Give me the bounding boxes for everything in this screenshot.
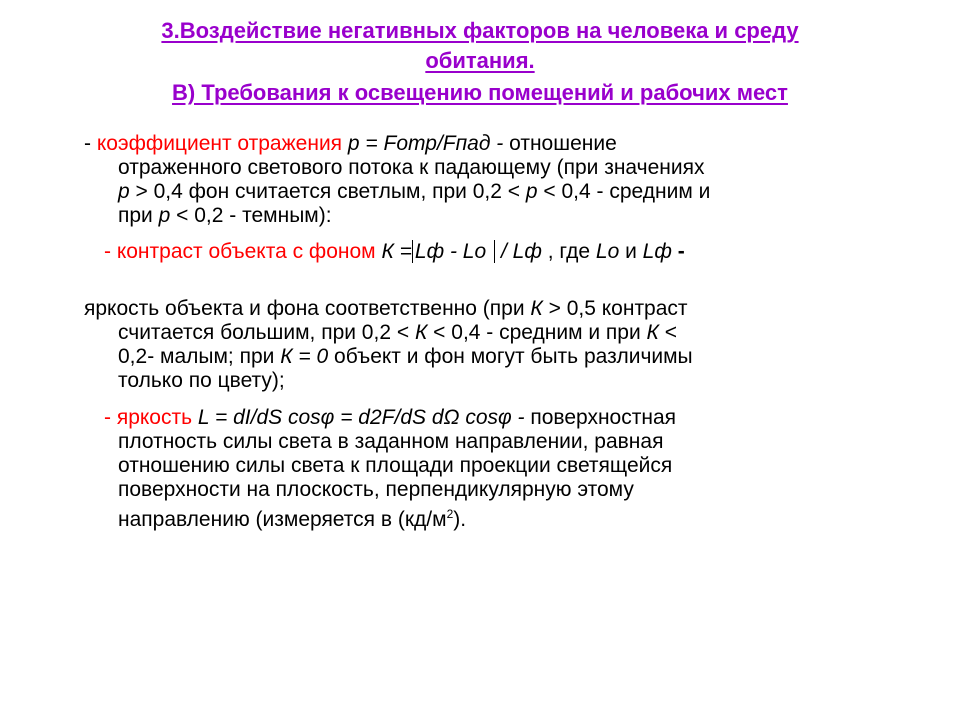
term-reflection: коэффициент отражения [96,132,343,155]
term-contrast: - контраст объекта с фоном [104,240,376,263]
paragraph-luminance: - яркость L = dI/dS cosφ = d2F/dS dΩ cosφ - поверхностная плотность силы света в заданном направлении, равная отношению силы света к площади проекции светящейся поверхности на плоскость, перпендикулярную этому направлению (измеряется в $(кд/м^2)$. [104,406,677,531]
paragraph-brightness-contrast: яркость объекта и фона соответственно (при К > 0,5 контраст считается большим, при 0,2 < К < 0,4 - средним и при К < 0,2- малым; при К = 0 объект и фон могут быть различимы только по цвету); [84,297,693,392]
paragraph-reflection: - коэффициент отражения р = Fотр/Fпад - отношение отраженного светового потока к падающему (при значениях р > 0,4 фон считается светлым, при 0,2 < р < 0,4 - средним и при р < 0,2 - темным): [84,132,711,227]
slide-subtitle: В) Требования к освещению помещений и рабочих мест [172,80,788,105]
slide-title-line1: 3.Воздействие негативных факторов на человека и среду обитания. [161,18,799,73]
term-luminance: - яркость [104,406,193,429]
paragraph-contrast: - контраст объекта с фоном К = Lф - Lо / Lф , где Lо и Lф - [104,240,685,263]
